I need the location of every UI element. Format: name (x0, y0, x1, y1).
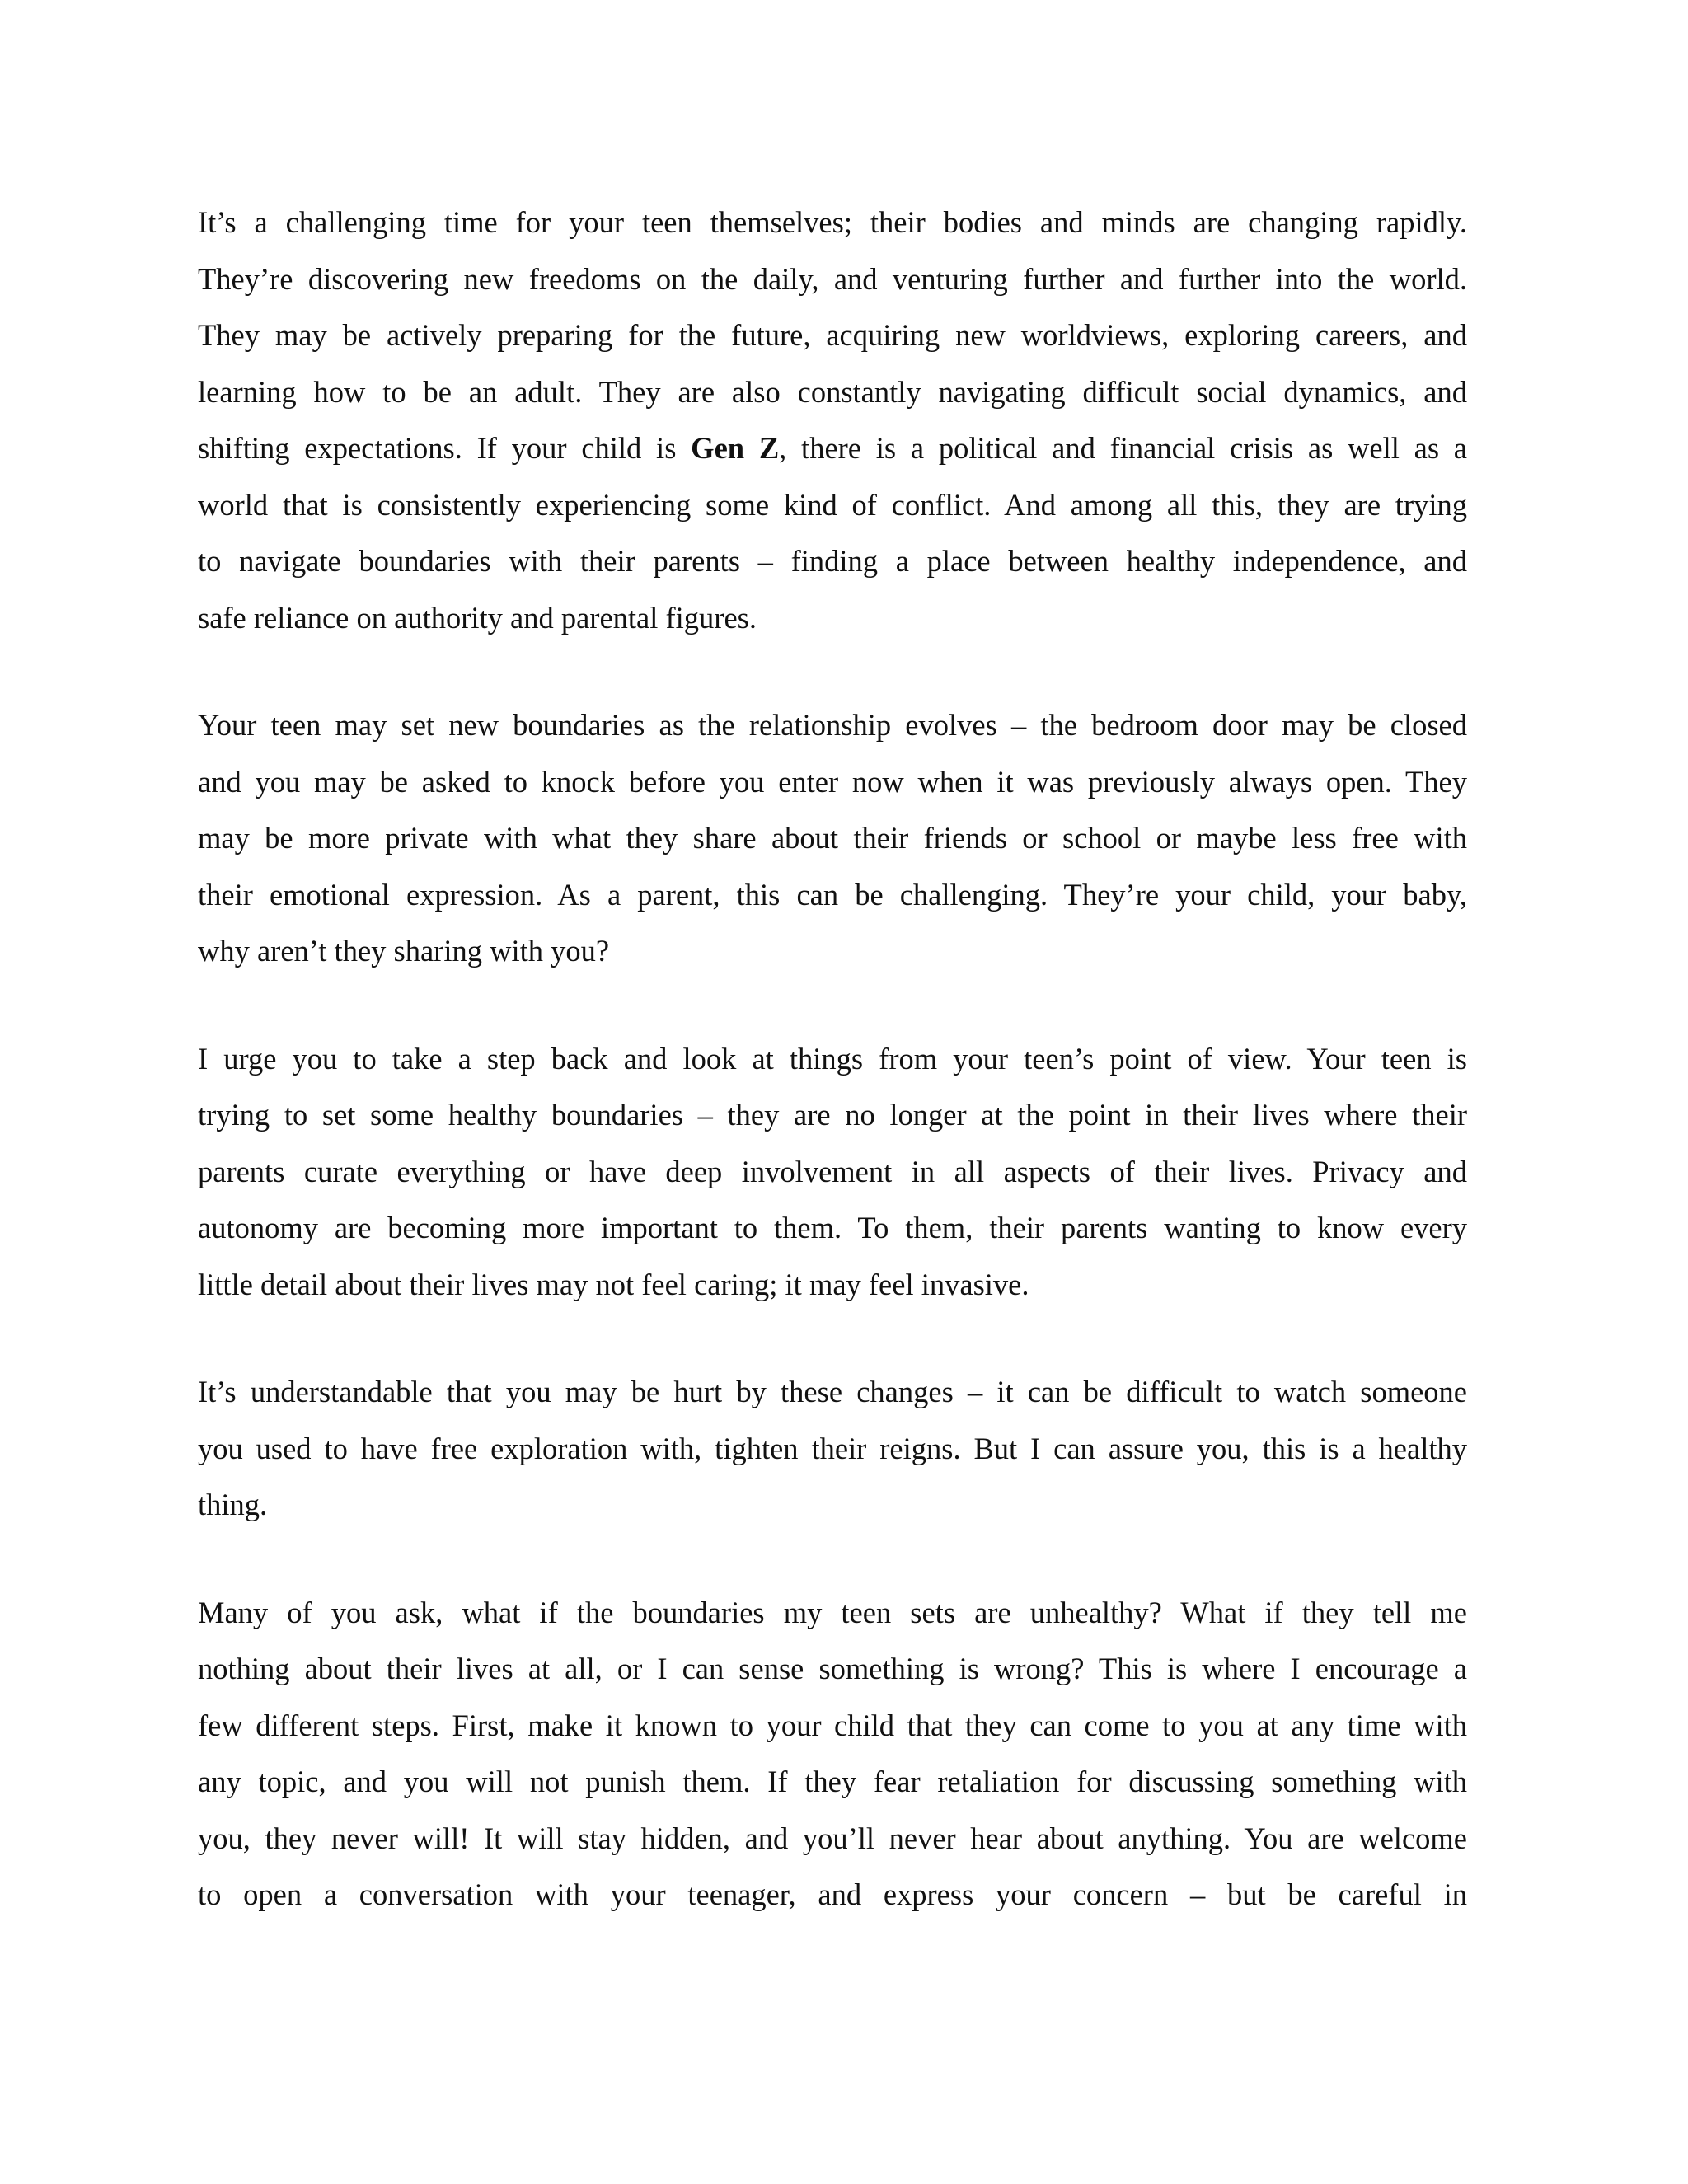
text-line (198, 1698, 1467, 1755)
text-segment: Many of you ask, what if the boundaries my teen sets are unhealthy? What if they tell me (198, 1595, 1467, 1629)
bold-term: Gen Z (691, 431, 780, 465)
text-line (198, 1867, 1467, 1924)
text-segment: It’s understandable that you may be hurt by these changes – it can be difficult to watch someone (198, 1375, 1467, 1408)
text-line (198, 1144, 1467, 1201)
text-segment: to navigate boundaries with their parents – finding a place between healthy independence, and (198, 544, 1467, 578)
document-page (198, 194, 1467, 1924)
text-segment: why aren’t they sharing with you? (198, 934, 610, 968)
text-segment: They’re discovering new freedoms on the daily, and venturing further and further into the world. (198, 261, 1467, 296)
text-segment: safe reliance on authority and parental figures. (198, 600, 757, 635)
text-line (198, 697, 1467, 754)
text-line (198, 1585, 1467, 1642)
text-segment: world that is consistently experiencing some kind of conflict. And among all this, they are trying (198, 487, 1467, 522)
paragraph (198, 1031, 1467, 1314)
text-segment: parents curate everything or have deep involvement in all aspects of their lives. Privacy and (198, 1154, 1467, 1188)
text-line (198, 1754, 1467, 1811)
text-line (198, 1087, 1467, 1144)
text-segment: trying to set some healthy boundaries – they are no longer at the point in their lives where their (198, 1098, 1467, 1132)
paragraph (198, 697, 1467, 980)
text-segment: , there is a political and financial crisis as well as a (779, 431, 1467, 465)
text-line (198, 307, 1467, 364)
text-segment: to open a conversation with your teenager, and express your concern – but be careful in (198, 1877, 1467, 1911)
text-line (198, 533, 1467, 590)
text-segment: may be more private with what they share about their friends or school or maybe less free with (198, 821, 1467, 855)
text-segment: nothing about their lives at all, or I can sense something is wrong? This is where I encourage a (198, 1652, 1467, 1685)
text-line (198, 1031, 1467, 1088)
text-segment: their emotional expression. As a parent, this can be challenging. They’re your child, your baby, (198, 877, 1467, 912)
text-segment: any topic, and you will not punish them. If they fear retaliation for discussing something with (198, 1765, 1467, 1798)
paragraph (198, 1585, 1467, 1924)
text-line (198, 590, 1467, 647)
text-line (198, 754, 1467, 811)
text-line (198, 251, 1467, 308)
text-segment: and you may be asked to knock before you enter now when it was previously always open. They (198, 764, 1467, 799)
text-segment: They may be actively preparing for the future, acquiring new worldviews, exploring careers, and (198, 318, 1467, 352)
text-line (198, 364, 1467, 421)
text-segment: you used to have free exploration with, tighten their reigns. But I can assure you, this is a healthy (198, 1431, 1467, 1465)
text-segment: Your teen may set new boundaries as the relationship evolves – the bedroom door may be closed (198, 708, 1467, 742)
text-segment: little detail about their lives may not feel caring; it may feel invasive. (198, 1267, 1029, 1301)
text-line (198, 477, 1467, 534)
text-line (198, 923, 1467, 980)
text-line (198, 1421, 1467, 1478)
text-segment: shifting expectations. If your child is (198, 431, 692, 465)
text-line (198, 810, 1467, 867)
text-segment: thing. (198, 1488, 268, 1521)
text-line (198, 867, 1467, 924)
text-line (198, 1477, 1467, 1534)
text-line (198, 1257, 1467, 1314)
text-segment: I urge you to take a step back and look at things from your teen’s point of view. Your teen is (198, 1041, 1467, 1076)
text-segment: learning how to be an adult. They are also constantly navigating difficult social dynamics, and (198, 374, 1467, 409)
text-line (198, 194, 1467, 251)
text-segment: It’s a challenging time for your teen themselves; their bodies and minds are changing rapidly. (198, 205, 1467, 239)
text-segment: few different steps. First, make it known to your child that they can come to you at any time with (198, 1708, 1467, 1742)
text-line (198, 420, 1467, 477)
text-line (198, 1641, 1467, 1698)
text-line (198, 1200, 1467, 1257)
text-line (198, 1364, 1467, 1421)
paragraph (198, 1364, 1467, 1534)
paragraph (198, 194, 1467, 646)
text-line (198, 1811, 1467, 1868)
text-segment: you, they never will! It will stay hidden, and you’ll never hear about anything. You are welcome (198, 1821, 1467, 1855)
text-segment: autonomy are becoming more important to them. To them, their parents wanting to know every (198, 1211, 1467, 1244)
